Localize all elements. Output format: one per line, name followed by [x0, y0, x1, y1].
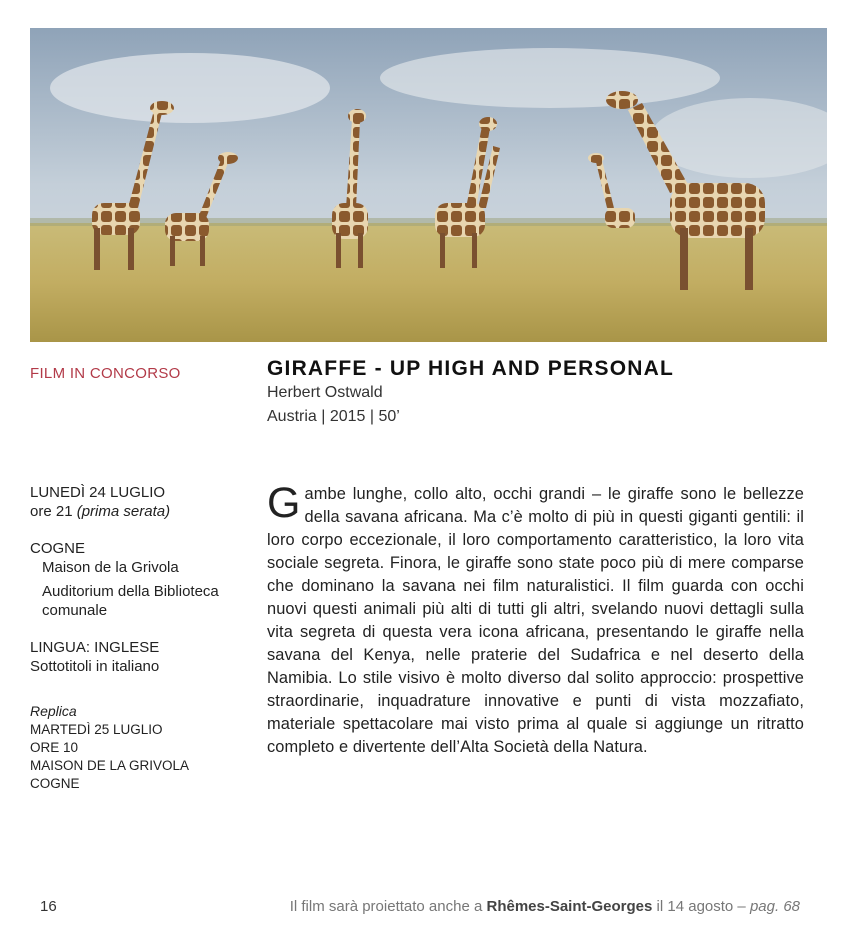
- replica-info: [30, 702, 250, 793]
- language-label: LINGUA: INGLESE: [30, 639, 160, 656]
- footer-note: [290, 898, 800, 915]
- screening-venue-1: Maison de la Grivola: [42, 559, 179, 576]
- replica-town: COGNE: [30, 776, 80, 791]
- replica-venue: MAISON DE LA GRIVOLA: [30, 758, 190, 773]
- film-category-label: FILM IN CONCORSO: [30, 365, 181, 382]
- film-director: Herbert Ostwald: [267, 384, 383, 401]
- subtitles-label: Sottotitoli in italiano: [30, 658, 160, 675]
- replica-time: ORE 10: [30, 740, 79, 755]
- film-title: GIRAFFE - UP HIGH AND PERSONAL: [267, 357, 675, 380]
- replica-label: Replica: [30, 703, 77, 719]
- footer-note-place: Rhêmes-Saint-Georges: [486, 898, 653, 915]
- synopsis-dropcap: G: [267, 479, 301, 527]
- footer-note-page: pag. 68: [749, 898, 800, 915]
- film-meta: Austria | 2015 | 50’: [267, 408, 400, 425]
- footer-note-date: il 14 agosto –: [656, 898, 746, 915]
- screening-location: [30, 539, 250, 620]
- giraffes-illustration: [30, 28, 827, 342]
- screening-time-line: [30, 502, 250, 521]
- giraffes-savanna-photo: [30, 28, 827, 342]
- language-info: [30, 638, 250, 676]
- page-number: 16: [40, 898, 57, 915]
- synopsis-text: ambe lunghe, collo alto, occhi grandi – le giraffe sono le bellezze della savana africana. Ma c’è molto di più in questi giganti gentili: il loro corpo eccezionale, il loro comportamento caratteristico, la loro vita sociale segreta. Finora, le giraffe sono state poco più di mere comparse che dominano la savana nei film naturalistici. Il film guarda con occhi nuovi questi animali più alti di tutti gli altri, svelando nuovi dettagli sulla vita segreta di questa vera icona africana, presentando le giraffe nella savana del Kenya, nelle praterie del Sudafrica e nel deserto della Namibia. Lo stile visivo è molto diverso dal solito approccio: prospettive straordinarie, inquadrature innovative e punti di vista mozzafiato, materiale spettacolare mai visto prima al quale si aggiunge un ritratto completo e divertente dell’Alta Società della Natura.: [267, 485, 804, 756]
- screening-town: COGNE: [30, 540, 86, 557]
- replica-day: MARTEDÌ 25 LUGLIO: [30, 722, 163, 737]
- screening-time-note: (prima serata): [76, 503, 171, 520]
- screening-info: [30, 483, 250, 811]
- screening-datetime: [30, 483, 250, 521]
- screening-day: LUNEDÌ 24 LUGLIO: [30, 484, 166, 501]
- screening-time: ore 21: [30, 503, 73, 520]
- footer-note-prefix: Il film sarà proiettato anche a: [289, 898, 483, 915]
- screening-venue-2: Auditorium della Biblioteca comunale: [42, 583, 219, 619]
- film-synopsis: [267, 479, 804, 759]
